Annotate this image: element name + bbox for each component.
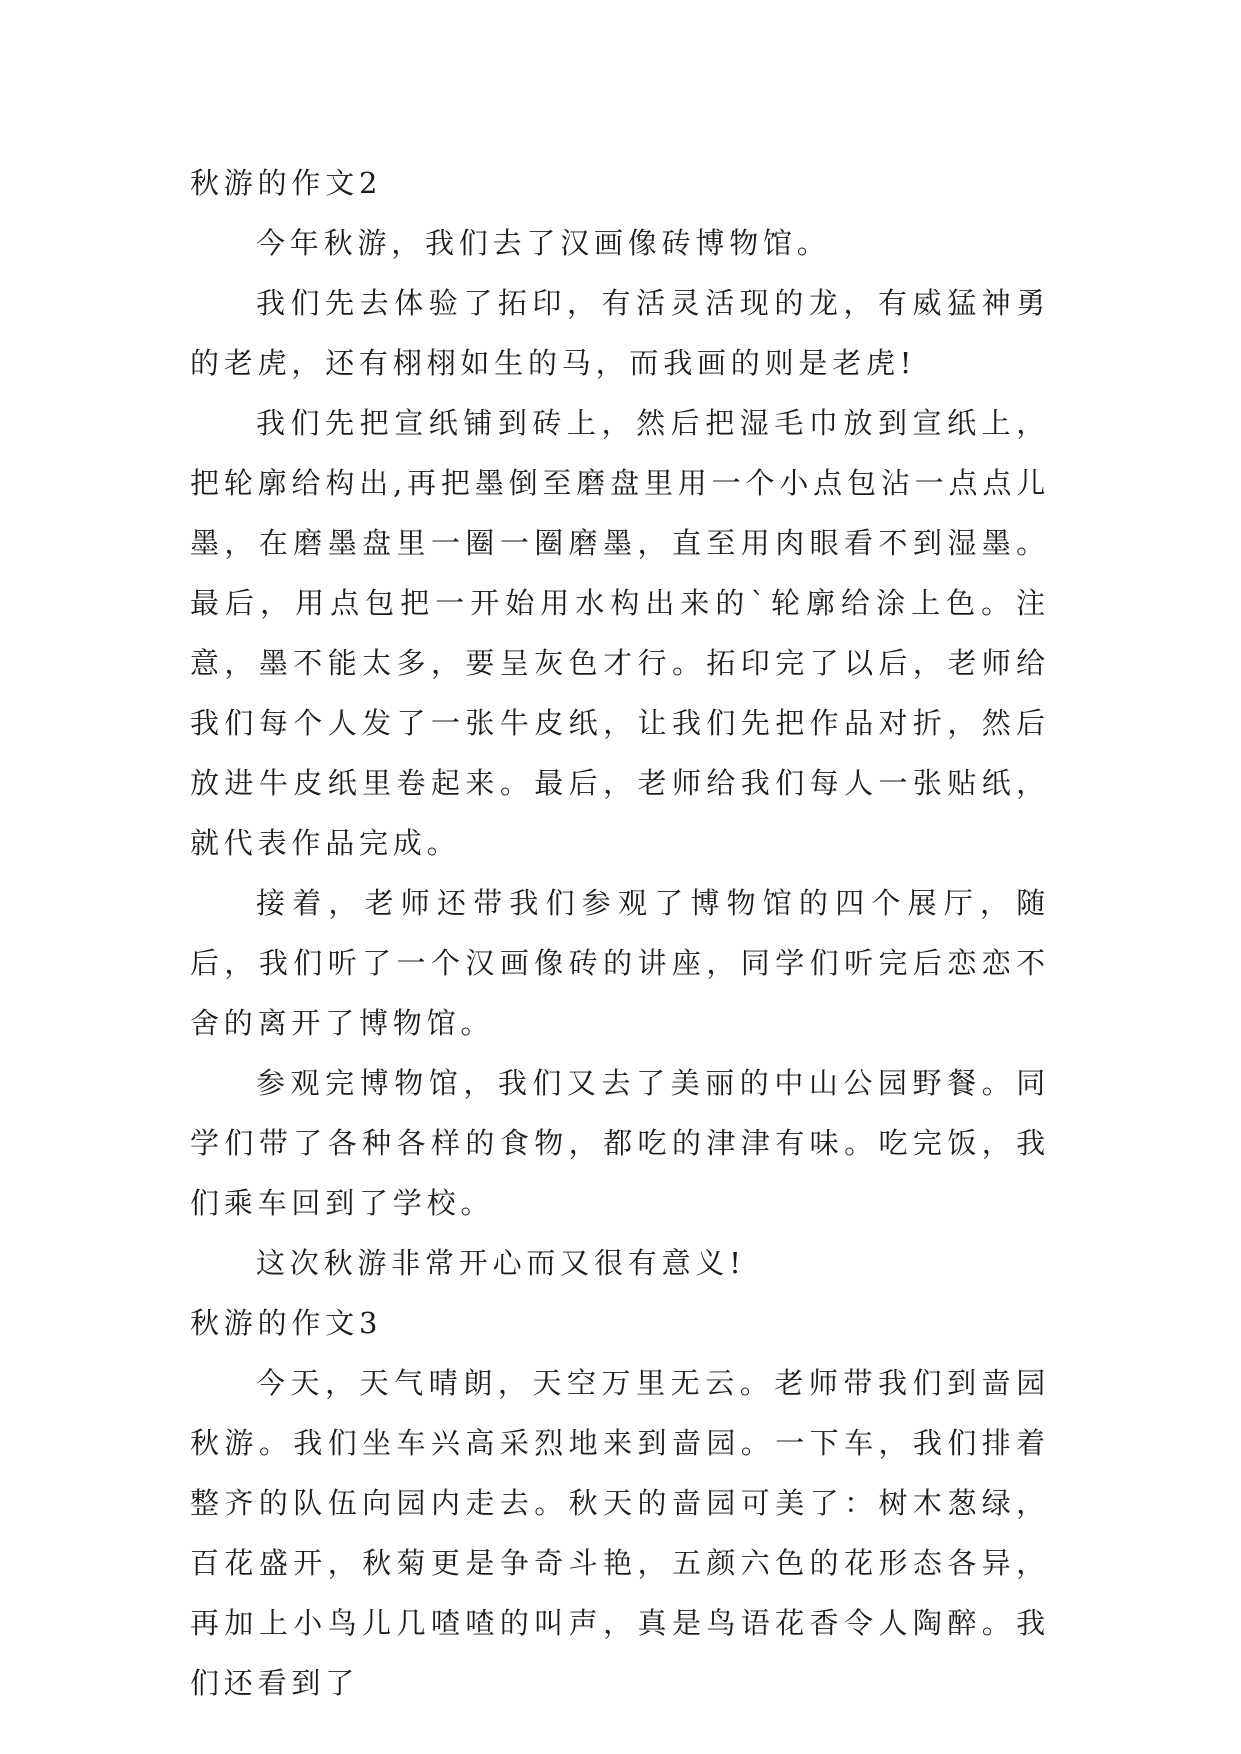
section-heading: 秋游的作文3 [190,1306,383,1340]
paragraph: 今天，天气晴朗，天空万里无云。老师带我们到啬园秋游。我们坐车兴高采烈地来到啬园。一下车，我们排着整齐的队伍向园内走去。秋天的啬园可美了：树木葱绿，百花盛开，秋菊更是争奇斗艳，五颜六色的花形态各异，再加上小鸟儿几喳喳的叫声，真是鸟语花香令人陶醉。我们还看到了 [190,1366,1050,1700]
paragraph: 接着，老师还带我们参观了博物馆的四个展厅，随后，我们听了一个汉画像砖的讲座，同学们听完后恋恋不舍的离开了博物馆。 [190,886,1050,1040]
paragraph: 我们先把宣纸铺到砖上，然后把湿毛巾放到宣纸上，把轮廓给构出,再把墨倒至磨盘里用一个小点包沾一点点儿墨，在磨墨盘里一圈一圈磨墨，直至用肉眼看不到湿墨。最后，用点包把一开始用水构出来的`轮廓给涂上色。注意，墨不能太多，要呈灰色才行。拓印完了以后，老师给我们每个人发了一张牛皮纸，让我们先把作品对折，然后放进牛皮纸里卷起来。最后，老师给我们每人一张贴纸，就代表作品完成。 [190,406,1050,860]
paragraph: 今年秋游，我们去了汉画像砖博物馆。 [256,226,831,260]
paragraph: 我们先去体验了拓印，有活灵活现的龙，有威猛神勇的老虎，还有栩栩如生的马，而我画的则是老虎! [190,286,1050,380]
paragraph: 参观完博物馆，我们又去了美丽的中山公园野餐。同学们带了各种各样的食物，都吃的津津有味。吃完饭，我们乘车回到了学校。 [190,1066,1050,1220]
document-body [190,153,1050,1713]
section-heading: 秋游的作文2 [190,166,383,200]
paragraph: 这次秋游非常开心而又很有意义! [256,1246,746,1280]
